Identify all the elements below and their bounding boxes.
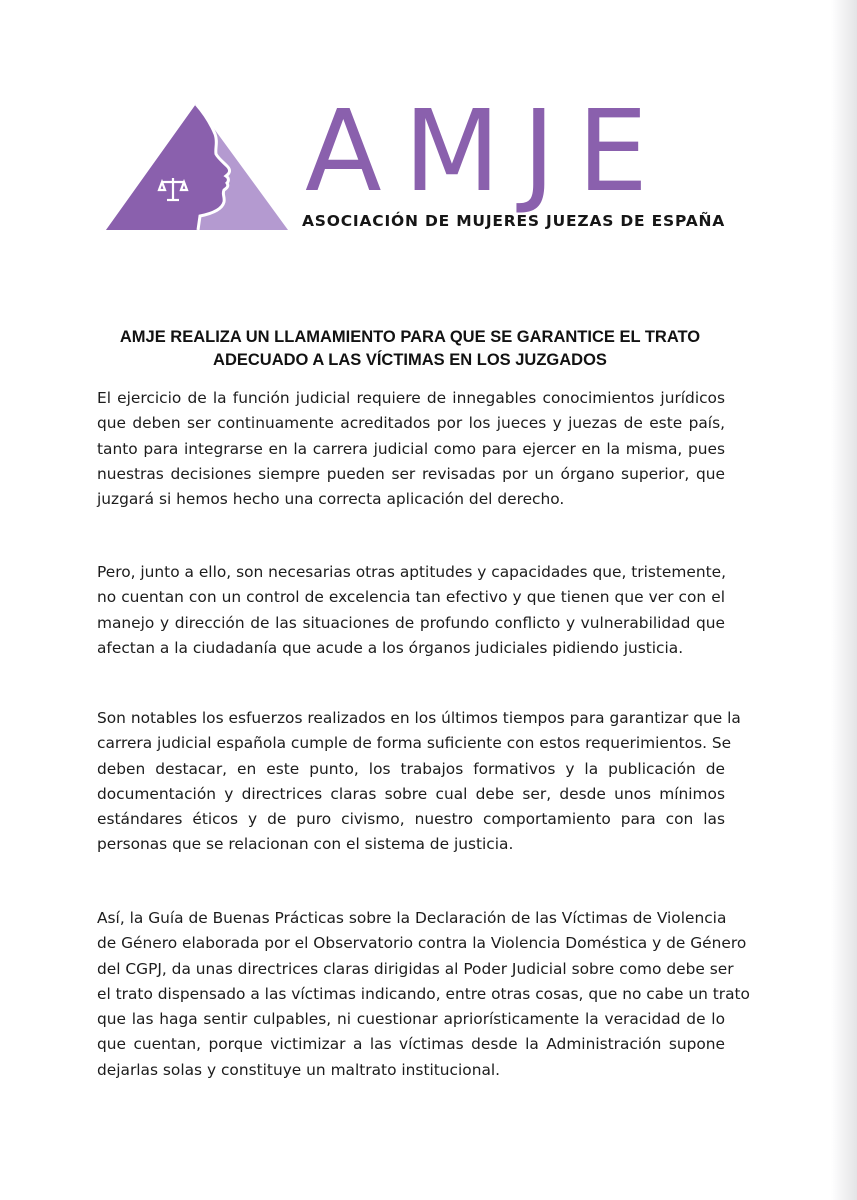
text-line: tanto para integrarse en la carrera judicial como para ejercer en la misma, pues (97, 439, 725, 458)
text-line: el trato dispensado a las víctimas indicando, entre otras cosas, que no cabe un trato (97, 984, 750, 1003)
text-line: del CGPJ, da unas directrices claras dirigidas al Poder Judicial sobre como debe ser (97, 959, 734, 978)
text-line: no cuentan con un control de excelencia tan efectivo y que tienen que ver con el (97, 588, 725, 607)
logo-wordmark: AMJE (305, 87, 671, 217)
text-line: que las haga sentir culpables, ni cuestionar apriorísticamente la veracidad de lo (97, 1010, 725, 1029)
text-line: juzgará si hemos hecho una correcta aplicación del derecho. (97, 490, 565, 509)
text-line: que deben ser continuamente acreditados por los jueces y juezas de este país, (97, 414, 725, 433)
amje-logo (100, 87, 730, 266)
text-line: documentación y directrices claras sobre cual debe ser, desde unos mínimos (97, 784, 725, 803)
heading-line: AMJE REALIZA UN LLAMAMIENTO PARA QUE SE GARANTICE EL TRATO (119, 328, 701, 346)
paragraph (97, 386, 725, 512)
page-edge-shadow (831, 0, 857, 1200)
text-line: nuestras decisiones siempre pueden ser revisadas por un órgano superior, que (97, 464, 725, 483)
justice-profile-triangle-icon (106, 104, 288, 230)
document-heading (100, 326, 720, 372)
text-line: afectan a la ciudadanía que acude a los órganos judiciales pidiendo justicia. (97, 638, 684, 657)
heading-line: ADECUADO A LAS VÍCTIMAS EN LOS JUZGADOS (213, 351, 607, 369)
text-line: Son notables los esfuerzos realizados en los últimos tiempos para garantizar que la (97, 709, 741, 727)
text-line: dejarlas solas y constituye un maltrato institucional. (97, 1060, 501, 1079)
text-line: estándares éticos y de puro civismo, nuestro comportamiento para con las (97, 810, 725, 829)
text-line: deben destacar, en este punto, los trabajos formativos y la publicación de (97, 759, 725, 778)
text-line: personas que se relacionan con el sistema de justicia. (97, 835, 514, 854)
paragraph (97, 560, 725, 661)
text-line: Pero, junto a ello, son necesarias otras aptitudes y capacidades que, tristemente, (97, 563, 726, 581)
paragraph (97, 906, 750, 1083)
text-line: Así, la Guía de Buenas Prácticas sobre la Declaración de las Víctimas de Violencia (97, 909, 727, 927)
text-line: manejo y dirección de las situaciones de profundo conflicto y vulnerabilidad que (97, 613, 725, 632)
paragraph (97, 706, 741, 858)
text-line: El ejercicio de la función judicial requiere de innegables conocimientos jurídicos (97, 389, 725, 407)
text-line: carrera judicial española cumple de forma suficiente con estos requerimientos. Se (97, 734, 732, 753)
text-line: que cuentan, porque victimizar a las víctimas desde la Administración supone (97, 1035, 725, 1054)
logo-subtitle: ASOCIACIÓN DE MUJERES JUEZAS DE ESPAÑA (302, 212, 726, 230)
text-line: de Género elaborada por el Observatorio contra la Violencia Doméstica y de Género (97, 934, 747, 953)
